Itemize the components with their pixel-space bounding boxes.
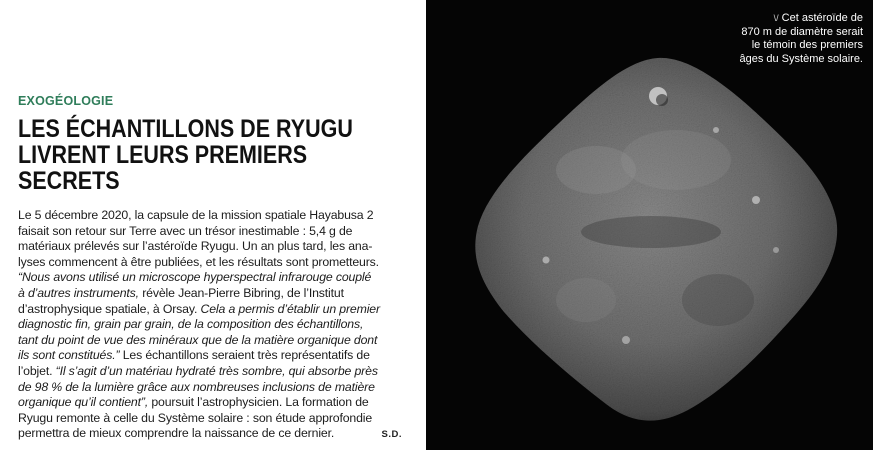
caption-line bbox=[703, 12, 863, 26]
quote-text: ils sont constitués.” bbox=[18, 348, 120, 363]
body-text-segment: l’objet. bbox=[18, 363, 56, 378]
body-text bbox=[18, 208, 410, 442]
body-line bbox=[18, 224, 410, 240]
body-line bbox=[18, 333, 410, 349]
body-text-segment: lyses commencent à être publiées, et les résultats sont prometteurs. bbox=[18, 254, 379, 269]
photo-caption bbox=[703, 12, 863, 66]
body-line bbox=[18, 286, 410, 302]
body-line bbox=[18, 411, 410, 427]
quote-text: à d’autres instruments, bbox=[18, 285, 139, 300]
body-line bbox=[18, 239, 410, 255]
quote-text: de 98 % de la lumière grâce aux nombreuses inclusions de matière bbox=[18, 379, 375, 394]
body-text-segment: Les échantillons seraient très représentatifs de bbox=[119, 348, 370, 363]
quote-text: tant du point de vue des minéraux que de la matière organique dont bbox=[18, 332, 378, 347]
article-body bbox=[18, 208, 410, 442]
caption-line: 870 m de diamètre serait bbox=[741, 25, 863, 38]
headline bbox=[18, 116, 410, 194]
body-text-segment: poursuit l’astrophysicien. La formation de bbox=[148, 395, 369, 410]
article bbox=[18, 94, 410, 442]
body-line bbox=[18, 317, 410, 333]
headline-line: LES ÉCHANTILLONS DE RYUGU bbox=[18, 115, 353, 143]
body-text-segment: révèle Jean-Pierre Bibring, de l’Institut bbox=[138, 285, 344, 300]
body-line bbox=[18, 426, 410, 442]
body-text-segment: Le 5 décembre 2020, la capsule de la mission spatiale Hayabusa 2 bbox=[18, 208, 374, 222]
body-line bbox=[18, 380, 410, 396]
body-text-segment: d’astrophysique spatiale, à Orsay. bbox=[18, 301, 201, 316]
caption-text: Cet astéroïde de bbox=[781, 12, 863, 24]
body-line bbox=[18, 208, 410, 224]
body-line bbox=[18, 395, 410, 411]
body-line bbox=[18, 348, 410, 364]
body-line bbox=[18, 364, 410, 380]
quote-text: “Il s’agit d’un matériau hydraté très sombre, qui absorbe près bbox=[55, 363, 378, 378]
body-text-segment: matériaux prélevés sur l’astéroïde Ryugu. Un an plus tard, les ana- bbox=[18, 239, 373, 254]
body-text-segment: Ryugu remonte à celle du Système solaire : son étude approfondie bbox=[18, 410, 373, 425]
quote-text: organique qu’il contient”, bbox=[18, 395, 149, 410]
quote-text: “Nous avons utilisé un microscope hyperspectral infrarouge couplé bbox=[18, 270, 372, 285]
caption-line: le témoin des premiers bbox=[751, 39, 863, 51]
caption-arrow-icon: \/ bbox=[773, 13, 779, 23]
body-text-segment: faisait son retour sur Terre avec un trésor inestimable : 5,4 g de bbox=[18, 223, 353, 238]
quote-text: diagnostic fin, grain par grain, de la composition des échantillons, bbox=[18, 317, 364, 332]
body-line bbox=[18, 302, 410, 318]
body-line bbox=[18, 270, 410, 286]
quote-text: Cela a permis d’établir un premier bbox=[200, 301, 380, 316]
asteroid-image bbox=[426, 0, 873, 450]
body-line bbox=[18, 255, 410, 271]
section-kicker: EXOGÉOLOGIE bbox=[18, 94, 114, 108]
headline-line: LIVRENT LEURS PREMIERS SECRETS bbox=[18, 141, 308, 195]
body-text-segment: permettra de mieux comprendre la naissance de ce dernier. bbox=[18, 426, 335, 441]
caption-line: âges du Système solaire. bbox=[739, 52, 863, 65]
asteroid-photo bbox=[426, 0, 873, 450]
author-signature: S.D. bbox=[381, 428, 402, 440]
